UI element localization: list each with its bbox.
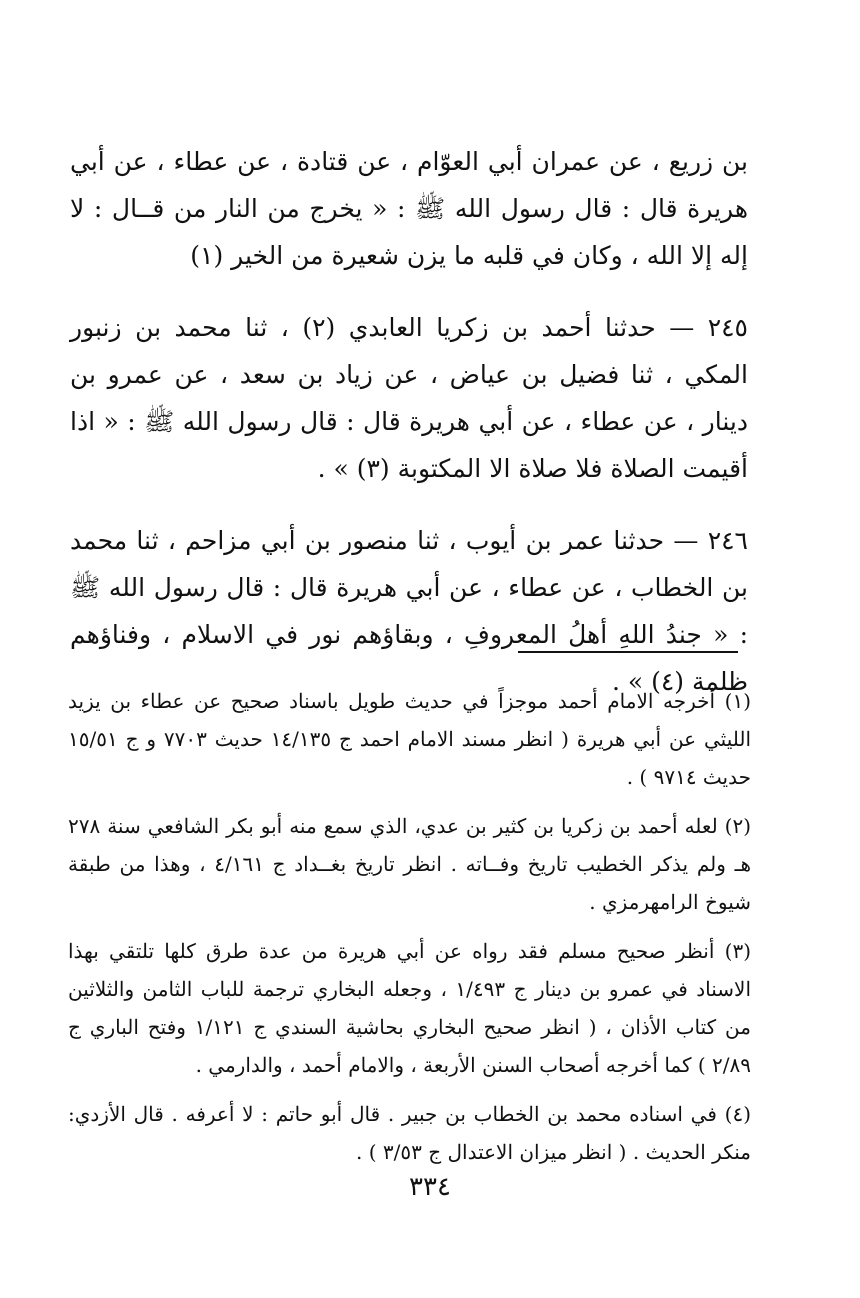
hadith-245: ٢٤٥ — حدثنا أحمد بن زكريا العابدي (٢) ، ثنا محمد بن زنبور المكي ، ثنا فضيل بن عياض ، عن زياد بن سعد ، عن عمرو بن دينار ، عن عطاء ، عن أبي هريرة قال : قال رسول الله ﷺ : « اذا أقيمت الصلاة فلا صلاة الا المكتوبة (٣) » . [70,313,748,483]
main-text [70,138,748,730]
footnotes [68,682,751,1182]
footnote-4: (٤) في اسناده محمد بن الخطاب بن جبير . قال أبو حاتم : لا أعرفه . قال الأزدي: منكر الحديث . ( انظر ميزان الاعتدال ج ٣/٥٣ ) . [68,1102,751,1164]
footnote-separator [518,651,738,653]
main-paragraph: بن زريع ، عن عمران أبي العوّام ، عن قتادة ، عن عطاء ، عن أبي هريرة قال : قال رسول الله ﷺ : « يخرج من النار من قــال : لا إله إلا الله ، وكان في قلبه ما يزن شعيرة من الخير (١) [70,147,748,270]
hadith-246: ٢٤٦ — حدثنا عمر بن أيوب ، ثنا منصور بن أبي مزاحم ، ثنا محمد بن الخطاب ، عن عطاء ، عن أبي هريرة قال : قال رسول الله ﷺ : « جندُ اللهِ أهلُ المعروفِ ، وبقاؤهم نور في الاسلام ، وفناؤهم ظلمة (٤) » . [70,526,748,696]
footnote-1: (١) أخرجه الامام أحمد موجزاً في حديث طويل باسناد صحيح عن عطاء بن يزيد الليثي عن أبي هريرة ( انظر مسند الامام احمد ج ١٤/١٣٥ حديث ٧٧٠٣ و ج ١٥/٥١ حديث ٩٧١٤ ) . [68,689,751,789]
footnote-2: (٢) لعله أحمد بن زكريا بن كثير بن عدي، الذي سمع منه أبو بكر الشافعي سنة ٢٧٨ هـ ولم يذكر الخطيب تاريخ وفــاته . انظر تاريخ بغــداد ج ٤/١٦١ ، وهذا من طبقة شيوخ الرامهرمزي . [68,814,751,914]
page-number: ٣٣٤ [409,1172,451,1202]
footnote-3: (٣) أنظر صحيح مسلم فقد رواه عن أبي هريرة من عدة طرق كلها تلتقي بهذا الاسناد في عمرو بن دينار ج ١/٤٩٣ ، وجعله البخاري ترجمة للباب الثامن والثلاثين من كتاب الأذان ، ( انظر صحيح البخاري بحاشية السندي ج ١/١٢١ وفتح الباري ج ٢/٨٩ ) كما أخرجه أصحاب السنن الأربعة ، والامام أحمد ، والدارمي . [68,939,751,1077]
